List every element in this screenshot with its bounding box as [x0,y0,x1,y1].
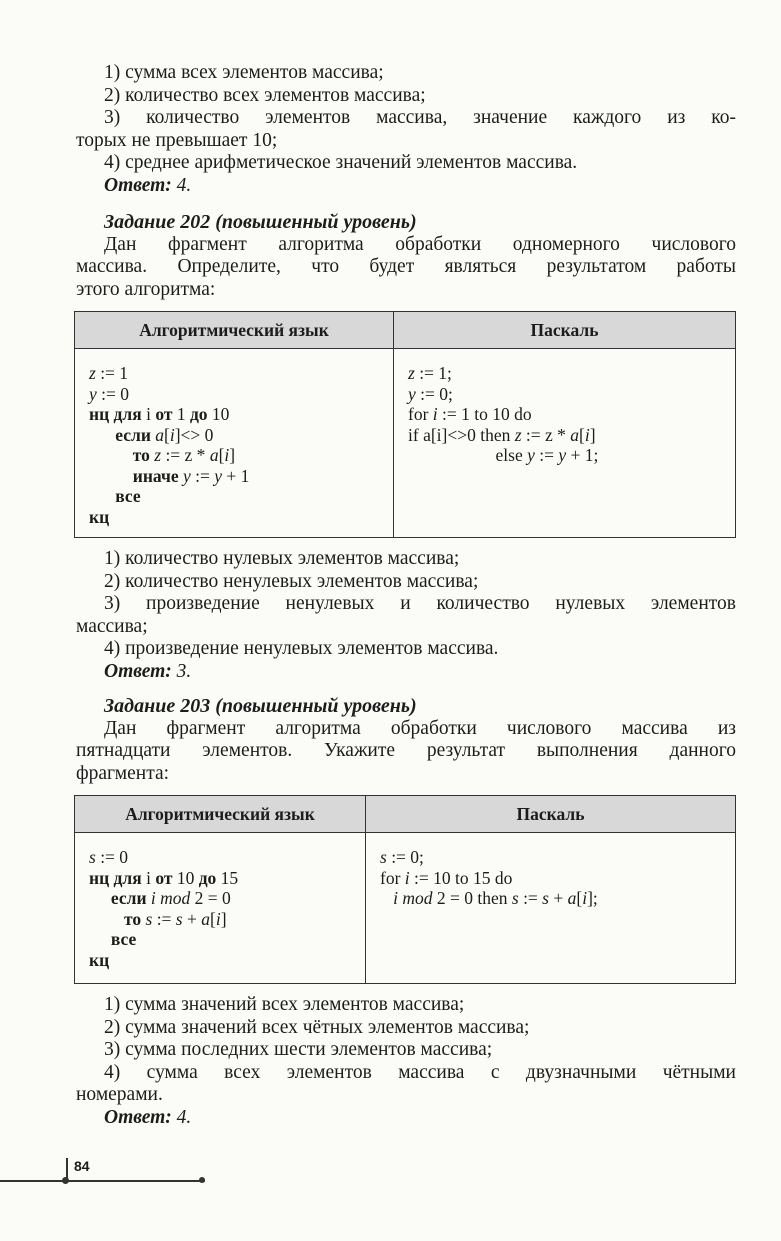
answer-value: 4. [171,174,192,196]
task-202-title: Задание 202 (повышенный уровень) [104,211,417,233]
task-202-text-1: Дан фрагмент алгоритма обработки одномерного числового [104,233,736,255]
page-number: 84 [74,1158,90,1174]
code-line: иначе y := y + 1 [132,465,250,486]
task-203-option-3: 3) сумма последних шести элементов массива; [104,1039,493,1060]
code-algorithmic [75,833,366,984]
footer-dot-right [199,1177,205,1183]
code-line: else y := y + 1; [408,445,599,465]
task-203-option-4: 4) сумма всех элементов массива с двузначными чётными [104,1061,736,1083]
code-line: z := 1; [408,363,452,383]
code-line: нц для i от 1 до 10 [89,404,230,424]
task-203-option-1: 1) сумма значений всех элементов массива; [104,994,465,1015]
page-footer [0,1152,210,1192]
code-line: z := 1 [89,363,129,383]
option-2: 2) количество всех элементов массива; [104,84,426,106]
code-line: все [115,486,141,506]
task-203-answer [76,1107,736,1130]
task-202-option-1: 1) количество нулевых элементов массива; [104,548,460,569]
code-line: все [110,929,137,949]
code-pascal [394,349,736,538]
code-line: s := 0; [380,847,424,867]
code-line: y := 0; [408,383,453,404]
answer-label: Ответ: [104,174,172,196]
task-203-text-2: пятнадцати элементов. Укажите результат выполнения данного [76,740,736,761]
task-203-text-3: фрагмента: [76,762,170,784]
task-203-option-4-cont: номерами. [76,1084,163,1105]
answer-value: 3. [171,660,192,682]
task-202-text-3: этого алгоритма: [76,278,216,300]
code-line: if a[i]<>0 then z := z * a[i] [408,424,596,445]
header-pascal: Паскаль [394,312,736,349]
option-4: 4) среднее арифметическое значений элементов массива. [104,152,578,173]
option-3: 3) количество элементов массива, значение каждого из ко- [104,107,736,128]
task-202-text-2: массива. Определите, что будет являться результатом работы [76,256,736,277]
code-line: кц [89,949,110,970]
header-algorithmic: Алгоритмический язык [75,796,366,833]
code-line: если a[i]<> 0 [115,424,214,445]
code-pascal [366,833,736,984]
code-line: for i := 1 to 10 do [408,404,532,424]
answer-label: Ответ: [104,660,172,682]
task-202-option-3-cont: массива; [76,615,148,637]
code-table-202 [74,311,736,538]
option-3-cont: торых не превышает 10; [76,129,278,151]
footer-dot-left [62,1177,69,1184]
code-line: s := 0 [89,847,129,867]
answer-label: Ответ: [104,1106,172,1128]
code-line: если i mod 2 = 0 [110,888,231,908]
code-line: i mod 2 = 0 then s := s + a[i]; [393,888,598,908]
code-line: нц для i от 10 до 15 [89,867,239,888]
task-202-option-4: 4) произведение ненулевых элементов массива. [104,638,499,659]
code-line: то z := z * a[i] [132,445,236,465]
task-203-title: Задание 203 (повышенный уровень) [104,695,417,717]
task-203-option-2: 2) сумма значений всех чётных элементов массива; [104,1016,530,1038]
option-1: 1) сумма всех элементов массива; [104,62,384,83]
code-line: кц [89,506,110,527]
code-line: то s := s + a[i] [124,908,227,929]
code-algorithmic [75,349,394,538]
task-202-option-3: 3) произведение ненулевых и количество нулевых элементов [104,593,736,614]
code-line: for i := 10 to 15 do [380,867,513,888]
task-202-option-2: 2) количество ненулевых элементов массива; [104,570,479,592]
answer-value: 4. [171,1106,192,1128]
task-203-text-1: Дан фрагмент алгоритма обработки числового массива из [104,717,736,739]
code-line: y := 0 [89,383,130,404]
task-202-answer [76,661,736,684]
page-content [76,62,736,1129]
footer-rule [0,1180,205,1182]
code-table-203 [74,795,736,984]
header-algorithmic: Алгоритмический язык [75,312,394,349]
answer [76,175,736,198]
header-pascal: Паскаль [366,796,736,833]
